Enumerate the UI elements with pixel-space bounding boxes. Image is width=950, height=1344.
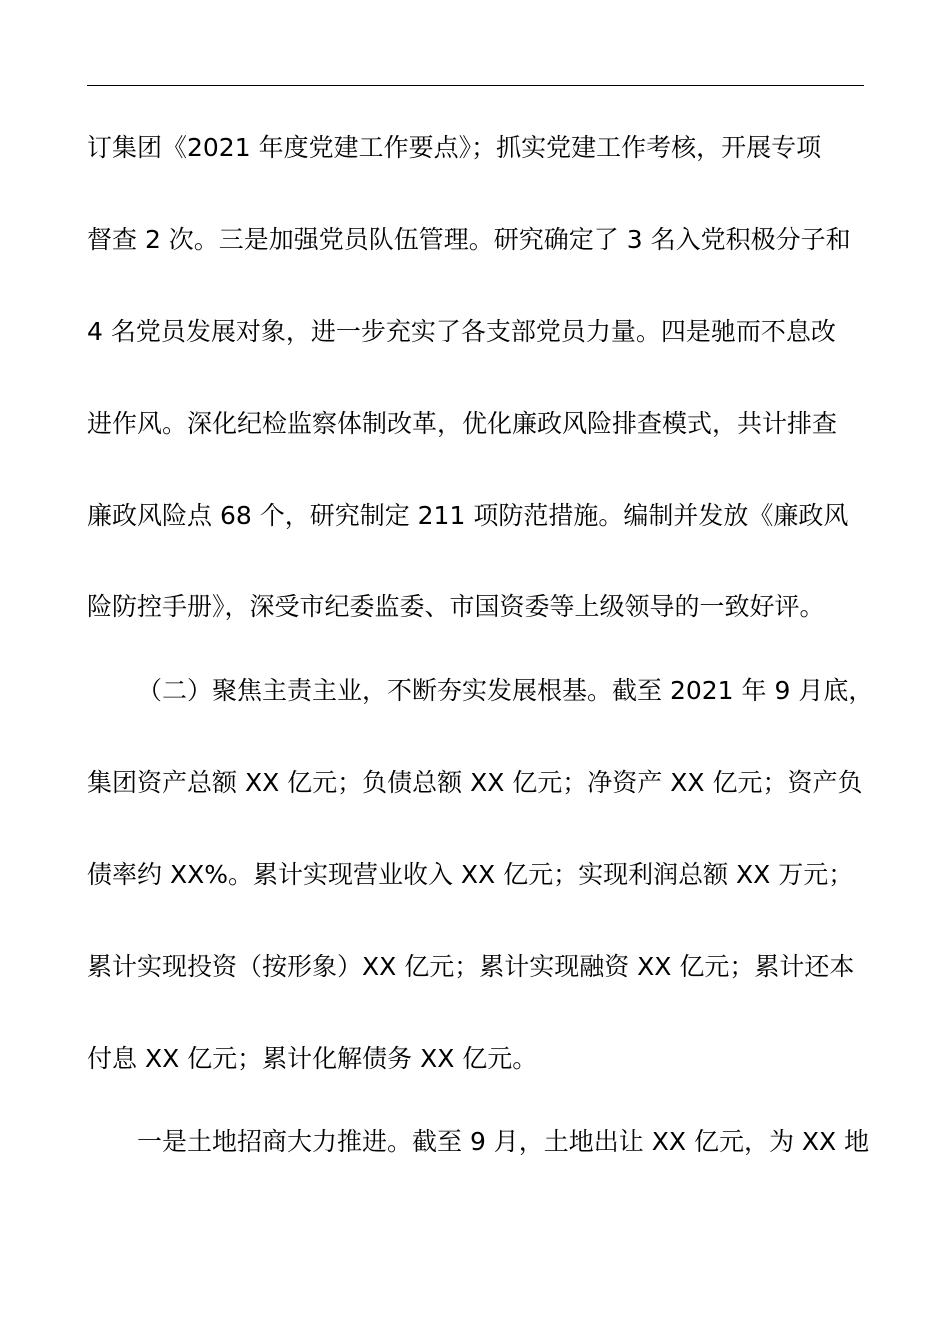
text-line: 进作风。深化纪检监察体制改革，优化廉政风险排查模式，共计排查 — [87, 409, 838, 438]
text-line: 订集团《2021 年度党建工作要点》；抓实党建工作考核，开展专项 — [87, 133, 822, 162]
text-line: 付息 XX 亿元；累计化解债务 XX 亿元。 — [87, 1044, 538, 1073]
text-line: 4 名党员发展对象，进一步充实了各支部党员力量。四是驰而不息改 — [87, 317, 836, 346]
text-line: 集团资产总额 XX 亿元；负债总额 XX 亿元；净资产 XX 亿元；资产负 — [87, 768, 863, 797]
section-heading-line: （二）聚焦主责主业，不断夯实发展根基。截至 2021 年 9 月底， — [137, 676, 874, 705]
header-rule — [87, 85, 864, 86]
text-line: 督查 2 次。三是加强党员队伍管理。研究确定了 3 名入党积极分子和 — [87, 225, 851, 254]
text-line: 债率约 XX%。累计实现营业收入 XX 亿元；实现利润总额 XX 万元； — [87, 860, 854, 889]
text-line: 累计实现投资（按形象）XX 亿元；累计实现融资 XX 亿元；累计还本 — [87, 952, 855, 981]
text-line: 险防控手册》，深受市纪委监委、市国资委等上级领导的一致好评。 — [87, 592, 825, 621]
text-line: 一是土地招商大力推进。截至 9 月，土地出让 XX 亿元，为 XX 地 — [137, 1127, 870, 1156]
text-line: 廉政风险点 68 个，研究制定 211 项防范措施。编制并发放《廉政风 — [87, 501, 849, 530]
